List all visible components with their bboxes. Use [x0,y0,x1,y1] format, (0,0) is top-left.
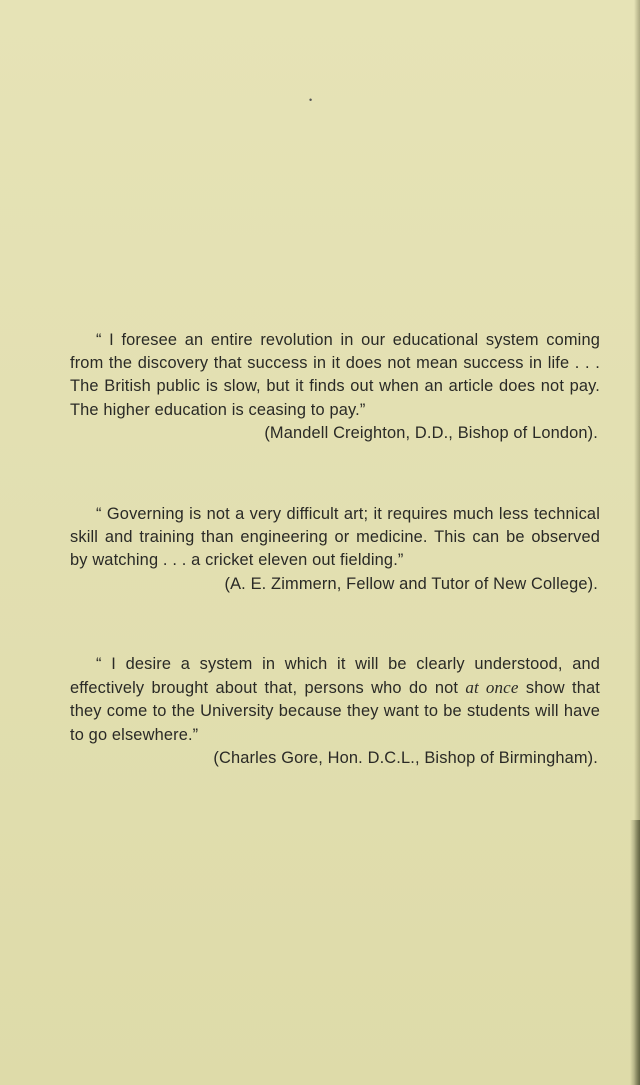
quote-attribution: (Charles Gore, Hon. D.C.L., Bishop of Birmingham). [213,748,598,767]
quote-text-after: show that they come to the University because they want to be students will have to go elsewhere.” [70,679,600,744]
quote-attribution: (A. E. Zimmern, Fellow and Tutor of New College). [224,574,598,593]
quote-zimmern [70,503,600,596]
quote-text-before: “ I desire a system in which it will be clearly understood, and effectively brought about that, persons who do not [70,655,600,698]
quote-attribution: (Mandell Creighton, D.D., Bishop of London). [264,423,598,442]
quote-text: “ I foresee an entire revolution in our educational system coming from the discovery that success in it does not mean success in life . . . The British public is slow, but it finds out when an article does not pay. The higher education is ceasing to pay.” [70,331,600,419]
quote-text: “ Governing is not a very difficult art; it requires much less technical skill and training than engineering or medicine. This can be observed by watching . . . a cricket eleven out fielding.” [70,505,600,570]
quote-text [70,653,600,747]
quote-creighton [70,329,600,445]
page-edge-shadow-lower [630,820,640,1085]
ink-speck: • [309,95,313,105]
quote-gore [70,653,600,770]
quote-text-emphasis: at once [465,678,519,698]
